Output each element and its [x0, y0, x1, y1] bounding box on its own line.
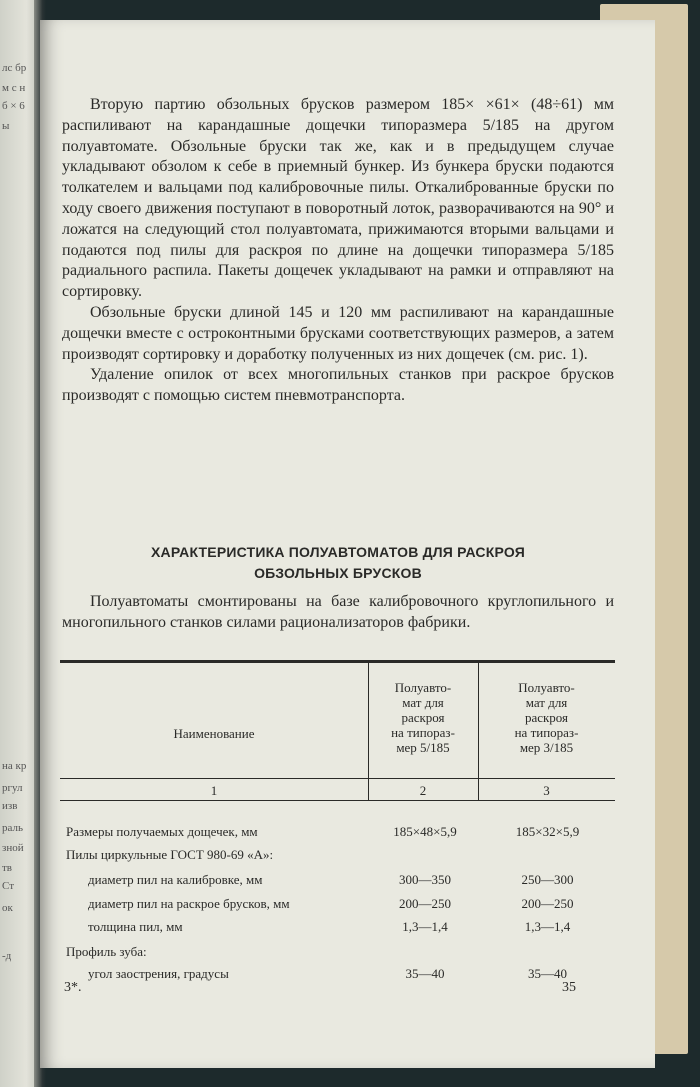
row-name: Размеры получаемых дощечек, мм	[66, 824, 258, 839]
table-row	[60, 847, 615, 865]
header-line: мер 3/185	[519, 740, 574, 755]
row-value-col3: 35—40	[528, 966, 567, 981]
facing-page-text-fragment: раль	[2, 822, 23, 834]
row-value-col3: 1,3—1,4	[524, 919, 571, 934]
intro-text	[62, 592, 614, 634]
table-top-rule	[60, 660, 615, 663]
header-line: на типораз-	[514, 725, 579, 740]
facing-page-text-fragment: -д	[2, 950, 12, 962]
book-page	[40, 20, 655, 1068]
section-heading-line: ХАРАКТЕРИСТИКА ПОЛУАВТОМАТОВ ДЛЯ РАСКРОЯ	[151, 544, 525, 560]
page-number: 35	[562, 980, 576, 995]
facing-page-text-fragment: зной	[2, 842, 24, 854]
header-line: мер 5/185	[396, 740, 450, 755]
table-row	[60, 944, 615, 962]
row-name: Пилы циркульные ГОСТ 980-69 «А»:	[66, 847, 274, 862]
row-value-col3: 250—300	[521, 872, 574, 887]
facing-page-text-fragment: Ст	[2, 880, 14, 892]
facing-page-text-fragment: тв	[2, 862, 13, 874]
header-col3	[478, 680, 615, 755]
row-name: угол заострения, градусы	[88, 966, 229, 981]
facing-page-text-fragment: ы	[2, 120, 10, 132]
facing-page-text-fragment: изв	[2, 800, 18, 812]
section-heading	[62, 542, 614, 584]
table-row	[60, 872, 615, 890]
facing-page-text-fragment: б × 6	[2, 100, 25, 112]
header-col2	[368, 680, 478, 755]
table-row	[60, 919, 615, 937]
row-name: диаметр пил на калибровке, мм	[88, 872, 263, 887]
header-rule	[60, 800, 615, 801]
row-name: толщина пил, мм	[88, 919, 183, 934]
row-value-col3: 185×32×5,9	[515, 824, 580, 839]
header-line: мат для	[525, 695, 568, 710]
table-row	[60, 824, 615, 842]
body-text	[62, 95, 614, 407]
column-number: 2	[419, 783, 427, 798]
row-value-col2: 200—250	[399, 896, 451, 911]
header-line: на типораз-	[391, 725, 455, 740]
facing-page-text-fragment: на кр	[2, 760, 27, 772]
row-value-col2: 35—40	[405, 966, 445, 981]
row-value-col3: 200—250	[521, 896, 574, 911]
header-line: Полуавто-	[394, 680, 452, 695]
facing-page-text-fragment: ргул	[2, 782, 23, 794]
header-line: Полуавто-	[518, 680, 575, 695]
paragraph: Полуавтоматы смонтированы на базе калибровочного круглопильного и многопильного станков силами рационализаторов фабрики.	[62, 593, 614, 631]
header-line: раскроя	[524, 710, 569, 725]
row-name: Профиль зуба:	[66, 944, 147, 959]
facing-page-text-fragment: ок	[2, 902, 13, 914]
row-value-col2: 1,3—1,4	[402, 919, 448, 934]
column-number: 3	[543, 783, 550, 798]
paragraph: Вторую партию обзольных брусков размером 185× ×61× (48÷61) мм распиливают на карандашные дощечки типоразмера 5/185 на другом полуавтомате. Обзольные бруски так же, как и в предыдущем случае укладывают обзолом к себе в приемный бункер. Из бункера бруски подаются толкателем и вальцами под калибровочные пилы. Откалиброванные бруски по ходу своего движения поступают в поворотный лоток, разворачиваются на 90° и ложатся на следующий стол полуавтомата, прижимаются вторыми вальцами и подаются под пилы для раскроя по длине на дощечки типоразмера 5/185 радиального распила. Пакеты дощечек укладывают на рамки и отправляют на сортировку.	[62, 96, 614, 301]
column-number: 1	[210, 783, 218, 798]
row-value-col2: 185×48×5,9	[393, 824, 457, 839]
facing-page-text-fragment: лс бр	[2, 62, 27, 74]
header-rule	[60, 778, 615, 779]
section-heading-line: ОБЗОЛЬНЫХ БРУСКОВ	[254, 565, 422, 581]
header-line: раскроя	[401, 710, 445, 725]
paragraph: Обзольные бруски длиной 145 и 120 мм распиливают на карандашные дощечки вместе с остроконтными брусками соответствующих размеров, а затем производят сортировку и доработку полученных из них дощечек (см. рис. 1).	[62, 303, 614, 363]
header-line: мат для	[402, 695, 444, 710]
header-name: Наименование	[173, 726, 255, 741]
signature-mark: 3*.	[64, 980, 82, 995]
facing-page-text-fragment: м с н	[2, 82, 26, 94]
row-value-col2: 300—350	[399, 872, 451, 887]
paragraph: Удаление опилок от всех многопильных станков при раскрое брусков производят с помощью систем пневмотранспорта.	[62, 366, 614, 405]
page-footer	[40, 980, 655, 1000]
row-name: диаметр пил на раскрое брусков, мм	[88, 896, 290, 911]
table-row	[60, 896, 615, 914]
